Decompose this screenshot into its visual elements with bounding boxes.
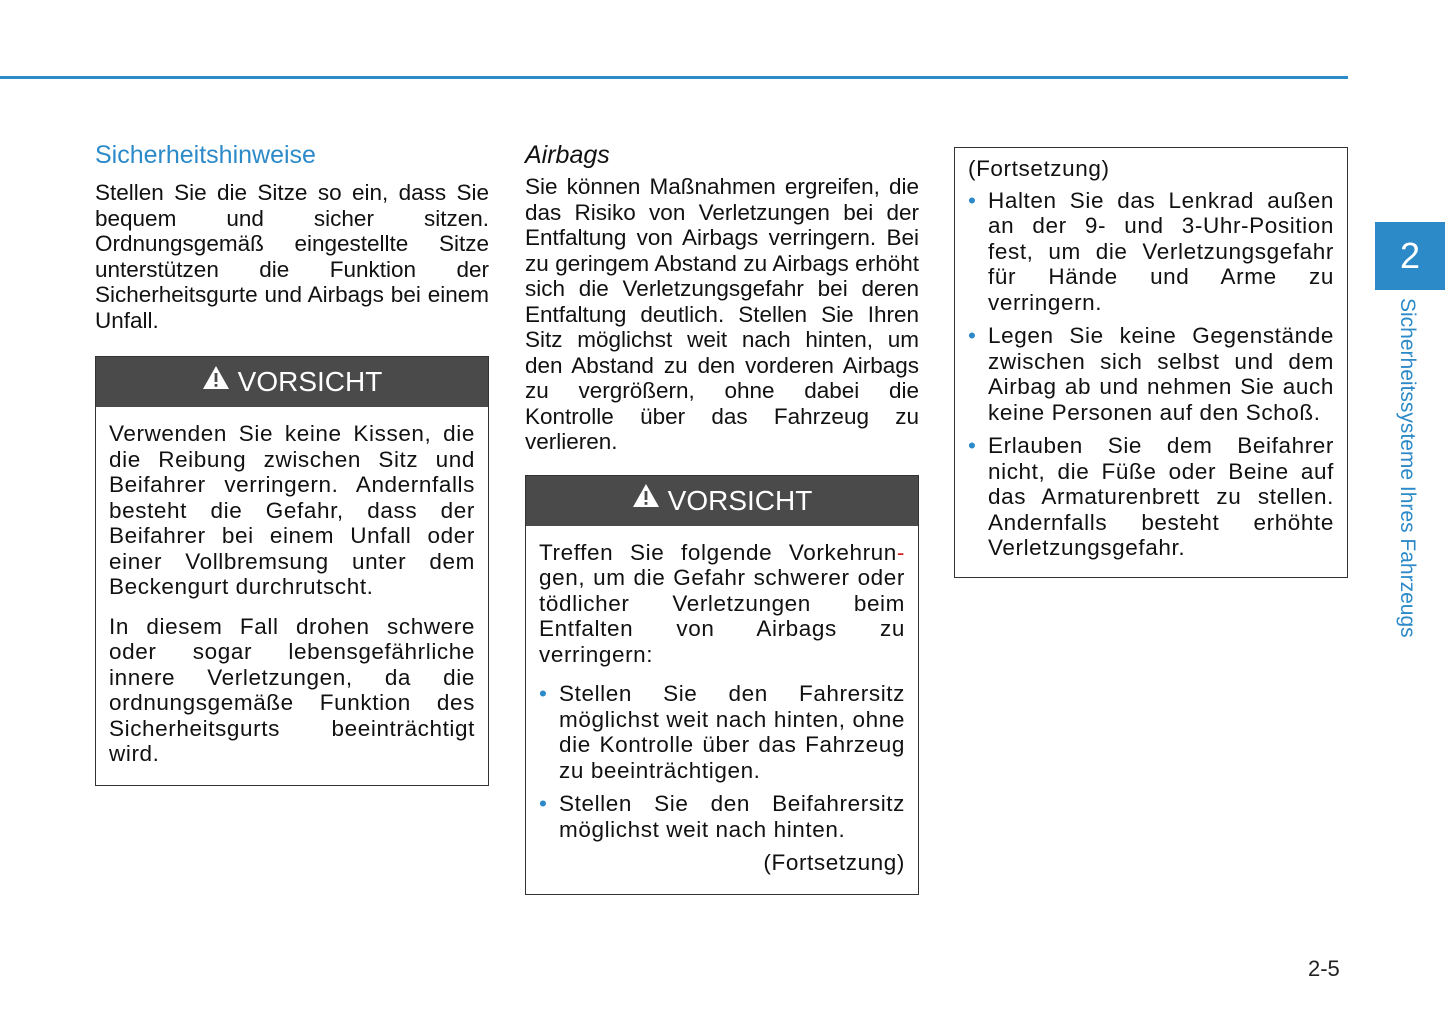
- chapter-title-vertical: [1391, 298, 1421, 658]
- caution-box: [525, 475, 919, 895]
- list-item: [968, 188, 1334, 316]
- list-item: [539, 681, 905, 783]
- caution-lead: [539, 540, 905, 668]
- lead-text: gen, um die Gefahr schwerer oder tödlicher Verletzungen beim Entfalten von Airbags zu verringern:: [539, 565, 905, 667]
- intro-paragraph: Stellen Sie die Sitze so ein, dass Sie bequem und sicher sitzen. Ordnungsgemäß eingestellte Sitze unterstützen die Funktion der Sicherheitsgurte und Airbags bei einem Unfall.: [95, 180, 489, 333]
- warning-triangle-icon: [632, 474, 660, 524]
- caution-label: VORSICHT: [237, 366, 383, 397]
- list-item-text: Stellen Sie den Fahrersitz möglichst weit nach hinten, ohne die Kontrolle über das Fahrzeug zu beeinträchtigen.: [559, 681, 905, 783]
- bullet-icon: •: [968, 433, 977, 458]
- bullet-icon: •: [539, 681, 548, 706]
- caution-list: [539, 681, 905, 842]
- list-item-text: Halten Sie das Lenkrad außen an der 9- und 3-Uhr-Position fest, um die Verletzungsgefahr für Hände und Arme zu verringern.: [988, 187, 1334, 315]
- list-item-text: Legen Sie keine Gegenstände zwischen sich selbst und dem Airbag ab und nehmen Sie auch keine Personen auf den Schoß.: [988, 323, 1334, 425]
- list-item: [539, 791, 905, 842]
- caution-paragraph: Verwenden Sie keine Kissen, die die Reibung zwischen Sitz und Beifahrer verringern. Andernfalls besteht die Gefahr, dass der Beifahrer bei einem Unfall oder einer Vollbremsung unter dem Beckengurt durchrutscht.: [109, 421, 475, 599]
- header-rule: [0, 76, 1348, 79]
- airbags-heading: Airbags: [525, 141, 610, 169]
- caution-body: [526, 526, 918, 894]
- list-item: [968, 433, 1334, 561]
- bullet-icon: •: [968, 323, 977, 348]
- caution-paragraph: In diesem Fall drohen schwere oder sogar lebensgefährliche innere Verletzungen, da die ordnungsgemäße Funktion des Sicherheitsgurts beeinträchtigt wird.: [109, 613, 475, 766]
- caution-header: [96, 357, 488, 407]
- section-heading: Sicherheitshinweise: [95, 141, 316, 169]
- page-number: 2-5: [1308, 956, 1340, 981]
- hyphen-mark: -: [896, 539, 905, 565]
- caution-body: [96, 407, 488, 785]
- caution-header: [526, 476, 918, 526]
- column-left: [95, 140, 489, 786]
- bullet-icon: •: [539, 791, 548, 816]
- column-middle: [525, 140, 919, 895]
- warning-triangle-icon: [202, 356, 230, 406]
- chapter-title: Sicherheitssysteme Ihres Fahrzeugs: [1396, 298, 1419, 638]
- caution-box: [95, 356, 489, 786]
- caution-label: VORSICHT: [667, 484, 813, 516]
- continued-box: [954, 147, 1348, 578]
- continued-label: (Fortsetzung): [763, 850, 905, 875]
- continued-list: [968, 188, 1334, 561]
- airbags-paragraph: Sie können Maßnahmen ergreifen, die das Risiko von Verletzungen bei der Entfaltung von Airbags verringern. Bei zu geringem Abstand zu Airbags erhöht sich die Verletzungsgefahr bei deren Entfaltung deutlich. Stellen Sie Ihren Sitz möglichst weit nach hinten, um den Abstand zu den vorderen Airbags zu vergrößern, ohne dabei die Kontrolle über das Fahrzeug zu verlieren.: [525, 174, 919, 454]
- column-right: [954, 140, 1348, 571]
- chapter-tab[interactable]: 2: [1375, 222, 1445, 290]
- bullet-icon: •: [968, 187, 977, 213]
- list-item-text: Erlauben Sie dem Beifahrer nicht, die Füße oder Beine auf das Armaturenbrett zu stellen. Andernfalls besteht erhöhte Verletzungsgefahr.: [988, 433, 1334, 560]
- lead-text: Treffen Sie folgende Vorkehrun: [539, 539, 897, 565]
- list-item-text: Stellen Sie den Beifahrersitz möglichst weit nach hinten.: [559, 791, 905, 842]
- continued-label: (Fortsetzung): [968, 156, 1110, 181]
- list-item: [968, 323, 1334, 425]
